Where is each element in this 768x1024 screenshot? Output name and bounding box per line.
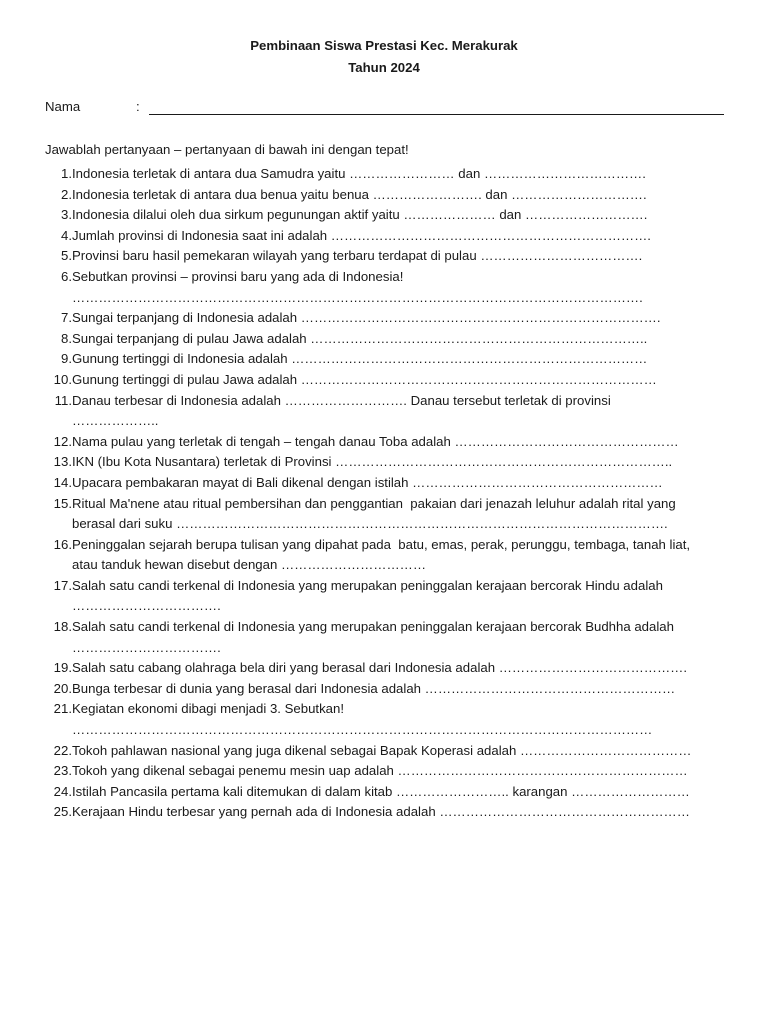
question-number: 9. xyxy=(61,351,72,367)
question-number: 16. xyxy=(53,536,72,552)
question-number: 1. xyxy=(61,166,72,181)
question-number: 3. xyxy=(61,207,72,223)
question-text: Danau terbesar di Indonesia adalah ………………………. Danau tersebut terletak di provinsi xyxy=(72,392,611,408)
question-number: 24. xyxy=(53,783,72,799)
question-text: Nama pulau yang terletak di tengah – tengah danau Toba adalah …………………………………………… xyxy=(72,433,679,449)
question-text: Provinsi baru hasil pemekaran wilayah yang terbaru terdapat di pulau ………………………………. xyxy=(72,248,643,264)
question-number: 2. xyxy=(61,186,72,202)
question-item xyxy=(45,308,723,329)
question-number: 13. xyxy=(53,454,72,470)
question-item xyxy=(45,473,723,494)
question-text: Salah satu cabang olahraga bela diri yang berasal dari Indonesia adalah ……………………………………. xyxy=(72,660,687,676)
answer-blank-line[interactable]: ……………….. xyxy=(72,413,159,429)
question-number: 4. xyxy=(61,227,72,243)
question-item xyxy=(45,761,723,782)
question-item xyxy=(45,782,723,803)
question-text: Istilah Pancasila pertama kali ditemukan di dalam kitab …………………….. karangan ……………………… xyxy=(72,783,690,799)
question-number: 10. xyxy=(53,371,72,387)
question-number: 18. xyxy=(53,619,72,635)
question-number: 21. xyxy=(53,701,72,717)
answer-blank-line[interactable]: ……………………………. xyxy=(72,598,221,614)
question-text: Sungai terpanjang di Indonesia adalah ………………………………………………………………………. xyxy=(72,310,661,326)
question-text: Tokoh yang dikenal sebagai penemu mesin uap adalah ………………………………………………………… xyxy=(72,763,688,779)
worksheet-year: Tahun 2024 xyxy=(348,60,420,75)
worksheet-title: Pembinaan Siswa Prestasi Kec. Merakurak xyxy=(250,38,518,53)
question-number: 6. xyxy=(61,268,72,284)
question-item xyxy=(45,679,723,700)
question-item xyxy=(45,576,723,597)
question-text: Peninggalan sejarah berupa tulisan yang dipahat pada batu, emas, perak, perunggu, tembaga, tanah liat, xyxy=(72,536,691,552)
question-item xyxy=(45,185,723,206)
question-number: 14. xyxy=(53,474,72,490)
question-item xyxy=(45,391,723,412)
question-item xyxy=(45,432,723,453)
question-item xyxy=(45,205,723,226)
question-number: 19. xyxy=(53,660,72,676)
question-item xyxy=(45,452,723,473)
question-item xyxy=(45,246,723,267)
question-text: Sebutkan provinsi – provinsi baru yang ada di Indonesia! xyxy=(72,268,404,284)
question-item xyxy=(45,494,723,515)
question-text: Gunung tertinggi di pulau Jawa adalah ……………………………………………………………………… xyxy=(72,371,657,387)
question-item xyxy=(45,699,723,720)
question-text: Bunga terbesar di dunia yang berasal dari Indonesia adalah ………………………………………………… xyxy=(72,680,676,696)
answer-blank-line[interactable]: …………………………………………………………………………………………………………………. xyxy=(72,289,643,305)
question-text: Kegiatan ekonomi dibagi menjadi 3. Sebutkan! xyxy=(72,701,344,717)
name-colon: : xyxy=(136,99,140,114)
question-text: Kerajaan Hindu terbesar yang pernah ada di Indonesia adalah ………………………………………………… xyxy=(72,804,690,820)
question-number: 17. xyxy=(53,577,72,593)
question-text: Salah satu candi terkenal di Indonesia yang merupakan peninggalan kerajaan bercorak Hindu adalah xyxy=(72,577,663,593)
question-text: Tokoh pahlawan nasional yang juga dikenal sebagai Bapak Koperasi adalah ………………………………… xyxy=(72,742,692,758)
question-item xyxy=(45,658,723,679)
question-text: Sungai terpanjang di pulau Jawa adalah ………………………………………………………………….. xyxy=(72,330,648,346)
question-item xyxy=(45,535,723,556)
question-item xyxy=(45,370,723,391)
question-number: 20. xyxy=(53,680,72,696)
question-item xyxy=(45,802,723,823)
answer-blank-line[interactable]: berasal dari suku …………………………………………………………………………………………………. xyxy=(72,516,668,532)
question-list xyxy=(45,164,723,823)
question-number: 25. xyxy=(53,804,72,820)
question-item xyxy=(45,164,723,185)
question-text: Upacara pembakaran mayat di Bali dikenal dengan istilah ………………………………………………… xyxy=(72,474,663,490)
question-number: 22. xyxy=(53,742,72,758)
name-label: Nama xyxy=(45,99,81,114)
question-text: Salah satu candi terkenal di Indonesia yang merupakan peninggalan kerajaan bercorak Budhha adalah xyxy=(72,619,674,635)
question-number: 12. xyxy=(53,433,72,449)
answer-blank-line[interactable]: ……………………………. xyxy=(72,639,221,655)
question-item xyxy=(45,617,723,638)
answer-blank-line[interactable]: …………………………………………………………………………………………………………………… xyxy=(72,722,653,738)
question-text: Jumlah provinsi di Indonesia saat ini adalah ………………………………………………………………. xyxy=(72,227,651,243)
answer-blank-line[interactable]: atau tanduk hewan disebut dengan …………………………… xyxy=(72,557,427,573)
question-item xyxy=(45,226,723,247)
question-number: 7. xyxy=(61,310,72,326)
question-text: Indonesia dilalui oleh dua sirkum pegunungan aktif yaitu ………………… dan ………………………. xyxy=(72,207,648,223)
question-number: 15. xyxy=(53,495,72,511)
question-item xyxy=(45,329,723,350)
question-item xyxy=(45,741,723,762)
question-number: 8. xyxy=(61,330,72,346)
name-field xyxy=(45,99,725,117)
question-item xyxy=(45,349,723,370)
question-item xyxy=(45,267,723,288)
question-text: IKN (Ibu Kota Nusantara) terletak di Provinsi ………………………………………………………………….. xyxy=(72,454,673,470)
name-answer-line[interactable] xyxy=(149,114,724,115)
question-number: 5. xyxy=(61,248,72,264)
question-text: Ritual Ma'nene atau ritual pembersihan dan penggantian pakaian dari jenazah leluhur adalah rital yang xyxy=(72,495,676,511)
question-text: Gunung tertinggi di Indonesia adalah ……………………………………………………………………… xyxy=(72,351,648,367)
question-text: Indonesia terletak di antara dua Samudra yaitu …………………… dan ………………………………. xyxy=(72,166,646,181)
question-number: 11. xyxy=(54,392,72,408)
question-text: Indonesia terletak di antara dua benua yaitu benua ……………………. dan …………………………. xyxy=(72,186,647,202)
instruction-text: Jawablah pertanyaan – pertanyaan di bawah ini dengan tepat! xyxy=(45,142,409,157)
question-number: 23. xyxy=(53,763,72,779)
